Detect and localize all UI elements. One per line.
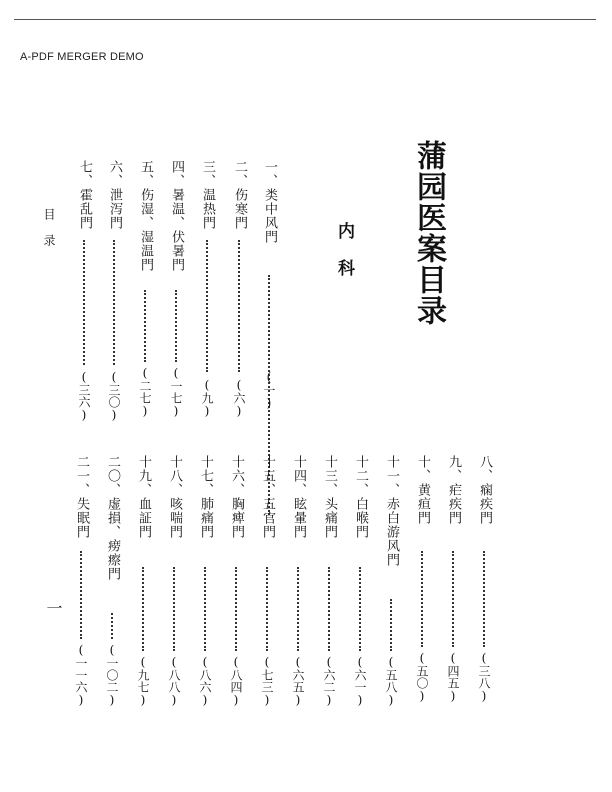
leader-dots	[266, 567, 268, 651]
toc-entry-page: (九)	[200, 378, 214, 418]
toc-entry-label: 二一、失眠門	[74, 455, 89, 539]
toc-entry-page: (三八)	[477, 651, 491, 703]
toc-entry-label: 十三、头痛門	[322, 455, 337, 539]
toc-entry-page: (六)	[232, 378, 246, 418]
toc-entry-page: (五八)	[384, 655, 398, 707]
toc-entry-label: 七、霍乱門	[77, 160, 92, 230]
toc-entry-label: 四、暑温、伏暑門	[169, 160, 184, 272]
leader-dots	[359, 567, 361, 651]
leader-dots	[144, 290, 146, 362]
leader-dots	[83, 240, 85, 365]
leader-dots	[113, 240, 115, 365]
toc-entry-label: 五、伤湿、湿温門	[138, 160, 153, 272]
toc-entry-page: (九七)	[136, 655, 150, 707]
toc-entry-page: (六二)	[322, 655, 336, 707]
toc-entry-page: (一〇二)	[105, 643, 119, 707]
leader-dots	[142, 567, 144, 651]
section-title: 内 科	[334, 222, 354, 276]
toc-entry-label: 二〇、虚損、痨瘵門	[105, 455, 120, 581]
leader-dots	[173, 567, 175, 651]
toc-entry-label: 十九、血証門	[136, 455, 151, 539]
leader-dots	[204, 567, 206, 651]
toc-entry-page: (八八)	[167, 655, 181, 707]
toc-entry-label: 一、类中风門	[262, 160, 277, 244]
toc-entry-page: (八六)	[198, 655, 212, 707]
toc-entry-page: (一)	[262, 370, 276, 410]
page-number: 一	[44, 600, 63, 616]
leader-dots	[297, 567, 299, 651]
toc-entry-label: 六、泄泻門	[107, 160, 122, 230]
toc-entry-page: (七三)	[260, 655, 274, 707]
toc-entry-label: 十、黄疸門	[415, 455, 430, 525]
toc-entry-label: 三、温热門	[200, 160, 215, 230]
toc-entry-label: 十四、眩暈門	[291, 455, 306, 539]
toc-entry-label: 八、痫疾門	[477, 455, 492, 525]
leader-dots	[80, 551, 82, 639]
leader-dots	[111, 613, 113, 639]
leader-dots	[238, 240, 240, 372]
book-title: 蒲园医案目录	[411, 140, 446, 326]
toc-entry-page: (三〇)	[107, 370, 121, 422]
toc-entry-page: (八四)	[229, 655, 243, 707]
leader-dots	[421, 551, 423, 647]
toc-entry-page: (三六)	[77, 370, 91, 422]
toc-entry-label: 十二、白喉門	[353, 455, 368, 539]
leader-dots	[452, 551, 454, 647]
leader-dots	[206, 240, 208, 372]
toc-entry-page: (六一)	[353, 655, 367, 707]
leader-dots	[483, 551, 485, 647]
toc-entry-label: 十七、肺痛門	[198, 455, 213, 539]
top-rule	[14, 19, 596, 20]
leader-dots	[175, 290, 177, 362]
toc-entry-page: (一一六)	[74, 643, 88, 707]
leader-dots	[328, 567, 330, 651]
watermark: A-PDF MERGER DEMO	[20, 51, 144, 63]
toc-entry-label: 十六、胸痺門	[229, 455, 244, 539]
leader-dots	[390, 599, 392, 651]
toc-entry-page: (四五)	[446, 651, 460, 703]
running-head: 目 录	[42, 208, 56, 246]
toc-entry-page: (二七)	[138, 366, 152, 418]
toc-entry-page: (五〇)	[415, 651, 429, 703]
toc-entry-page: (六五)	[291, 655, 305, 707]
toc-entry-page: (一七)	[169, 366, 183, 418]
toc-entry-label: 二、伤寒門	[232, 160, 247, 230]
toc-entry-label: 十一、赤白游风門	[384, 455, 399, 567]
leader-dots	[235, 567, 237, 651]
toc-entry-label: 十五、五官門	[260, 455, 275, 539]
toc-entry-label: 十八、咳喘門	[167, 455, 182, 539]
toc-entry-label: 九、疟疾門	[446, 455, 461, 525]
